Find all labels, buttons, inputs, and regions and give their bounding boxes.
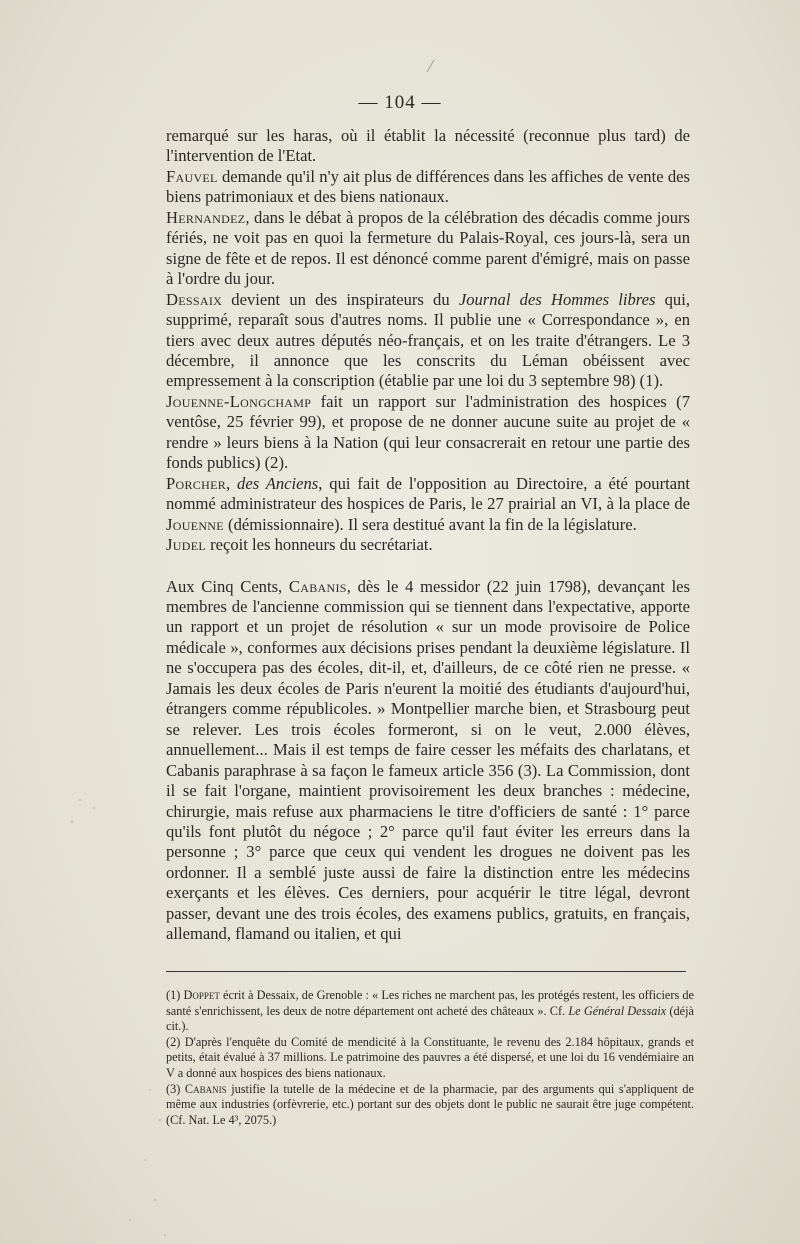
page-number: — 104 —	[358, 92, 442, 113]
person-name: Jouenne-Longchamp	[166, 391, 312, 411]
person-name: Jouenne	[166, 514, 224, 534]
paragraph-1: remarqué sur les haras, où il établit la nécessité (reconnue plus tard) de l'intervention de l'Etat.	[166, 126, 690, 166]
paragraph-fauvel: Fauvel demande qu'il n'y ait plus de différences dans les affiches de vente des biens patrimoniaux et des biens nationaux.	[166, 166, 690, 207]
person-name: Fauvel	[166, 166, 218, 186]
book-title: Le Général Dessaix	[568, 1003, 667, 1018]
person-name: Doppet	[183, 988, 220, 1002]
journal-title: Journal des Hommes libres	[458, 289, 656, 309]
council-name: des Anciens	[237, 473, 319, 493]
section-gap	[166, 556, 690, 577]
person-name: Dessaix	[166, 289, 223, 309]
person-name: Cabanis	[288, 576, 347, 596]
paragraph-dessaix: Dessaix devient un des inspirateurs du Journal des Hommes libres qui, supprimé, reparaît sous d'autres noms. Il publie une « Correspondance », en tiers avec deux autres députés néo-français, et on les traite d'étrangers. Le 3 décembre, il annonce que les conscrits du Léman obéissent avec empressement à la conscription (établie par une loi du 3 septembre 98) (1).	[166, 289, 690, 391]
paragraph-judel: Judel reçoit les honneurs du secrétariat.	[166, 535, 433, 555]
paragraph-jouenne-longchamp: Jouenne-Longchamp fait un rapport sur l'administration des hospices (7 ventôse, 25 février 99), et propose de ne donner aucune suite au projet de « rendre » leurs biens à la Nation (qui leur consacrerait en retour une partie des fonds publics) (2).	[166, 391, 690, 473]
paper-stain	[60, 780, 180, 1240]
footnote-2: (2) D'après l'enquête du Comité de mendicité à la Constituante, le revenu des 2.184 hôpitaux, grands et petits, était évalué à 37 millions. Le patrimoine des pauvres a été dispersé, et une loi du 16 vendémiaire an V a donné aux hospices des biens nationaux.	[166, 1034, 694, 1080]
paragraph-porcher: Porcher, des Anciens, qui fait de l'opposition au Directoire, a été pourtant nommé administrateur des hospices de Paris, le 27 prairial an VI, à la place de Jouenne (démissionnaire). Il sera destitué avant la fin de la législature.	[166, 473, 691, 534]
pencil-mark	[427, 60, 443, 72]
main-text	[166, 126, 690, 945]
paragraph-hernandez: Hernandez, dans le débat à propos de la célébration des décadis comme jours fériés, ne voit pas en quoi la fermeture du Palais-Royal, ces jours-là, sera un signe de fête et de repos. Il est dénoncé comme parent d'émigré, mais on passe à l'ordre du jour.	[166, 207, 690, 289]
paragraph-cabanis: Aux Cinq Cents, Cabanis, dès le 4 messidor (22 juin 1798), devançant les membres de l'ancienne commission qui se tiennent dans l'expectative, apporte un rapport et un projet de résolution « sur un mode provisoire de Police médicale », conformes aux décisions prises pendant la deuxième législature. Il ne s'occupera pas des écoles, dit-il, et, d'ailleurs, de ce côté rien ne presse. « Jamais les deux écoles de Paris n'eurent la moitié des étudiants d'aujourd'hui, étrangers comme républicoles. » Montpellier marche bien, et Strasbourg peut se relever. Les trois écoles formeront, si on le veut, 2.000 élèves, annuellement... Mais il est temps de faire cesser les méfaits des charlatans, et Cabanis paraphrase à sa façon le fameux article 356 (3). La Commission, dont il se fait l'organe, maintient provisoirement les deux branches : médecine, chirurgie, mais refuse aux pharmaciens le titre d'officiers de santé : 1° parce qu'ils font plutôt du négoce ; 2° parce qu'il faut éviter les erreurs dans la personne ; 3° parce que ceux qui vendent les drogues ne doivent pas les ordonner. Il a semblé juste aussi de faire la distinction entre les médecins exerçants et les élèves. Ces derniers, pour acquérir le titre légal, devront passer, devant une des trois écoles, des examens publics, gratuits, en français, allemand, flamand ou italien, et qui	[166, 576, 690, 944]
footnotes	[166, 988, 694, 1128]
footnote-1: (1) Doppet écrit à Dessaix, de Grenoble : « Les riches ne marchent pas, les protégés restent, les officiers de santé s'enrichissent, les deux de notre département ont acheté des châteaux ». Cf. Le Général Dessaix (déjà cit.).	[166, 988, 694, 1034]
footnote-rule	[166, 971, 686, 972]
person-name: Judel	[166, 535, 206, 555]
person-name: Porcher	[166, 473, 227, 493]
person-name: Hernandez	[166, 207, 246, 227]
person-name: Cabanis	[184, 1081, 227, 1096]
footnote-3: (3) Cabanis justifie la tutelle de la médecine et de la pharmacie, par des arguments qui s'appliquent de même aux industries (orfèvrerie, etc.) portant sur des objets dont le public ne saurait être juge compétent. (Cf. Nat. Le 4³, 2075.)	[166, 1081, 694, 1127]
